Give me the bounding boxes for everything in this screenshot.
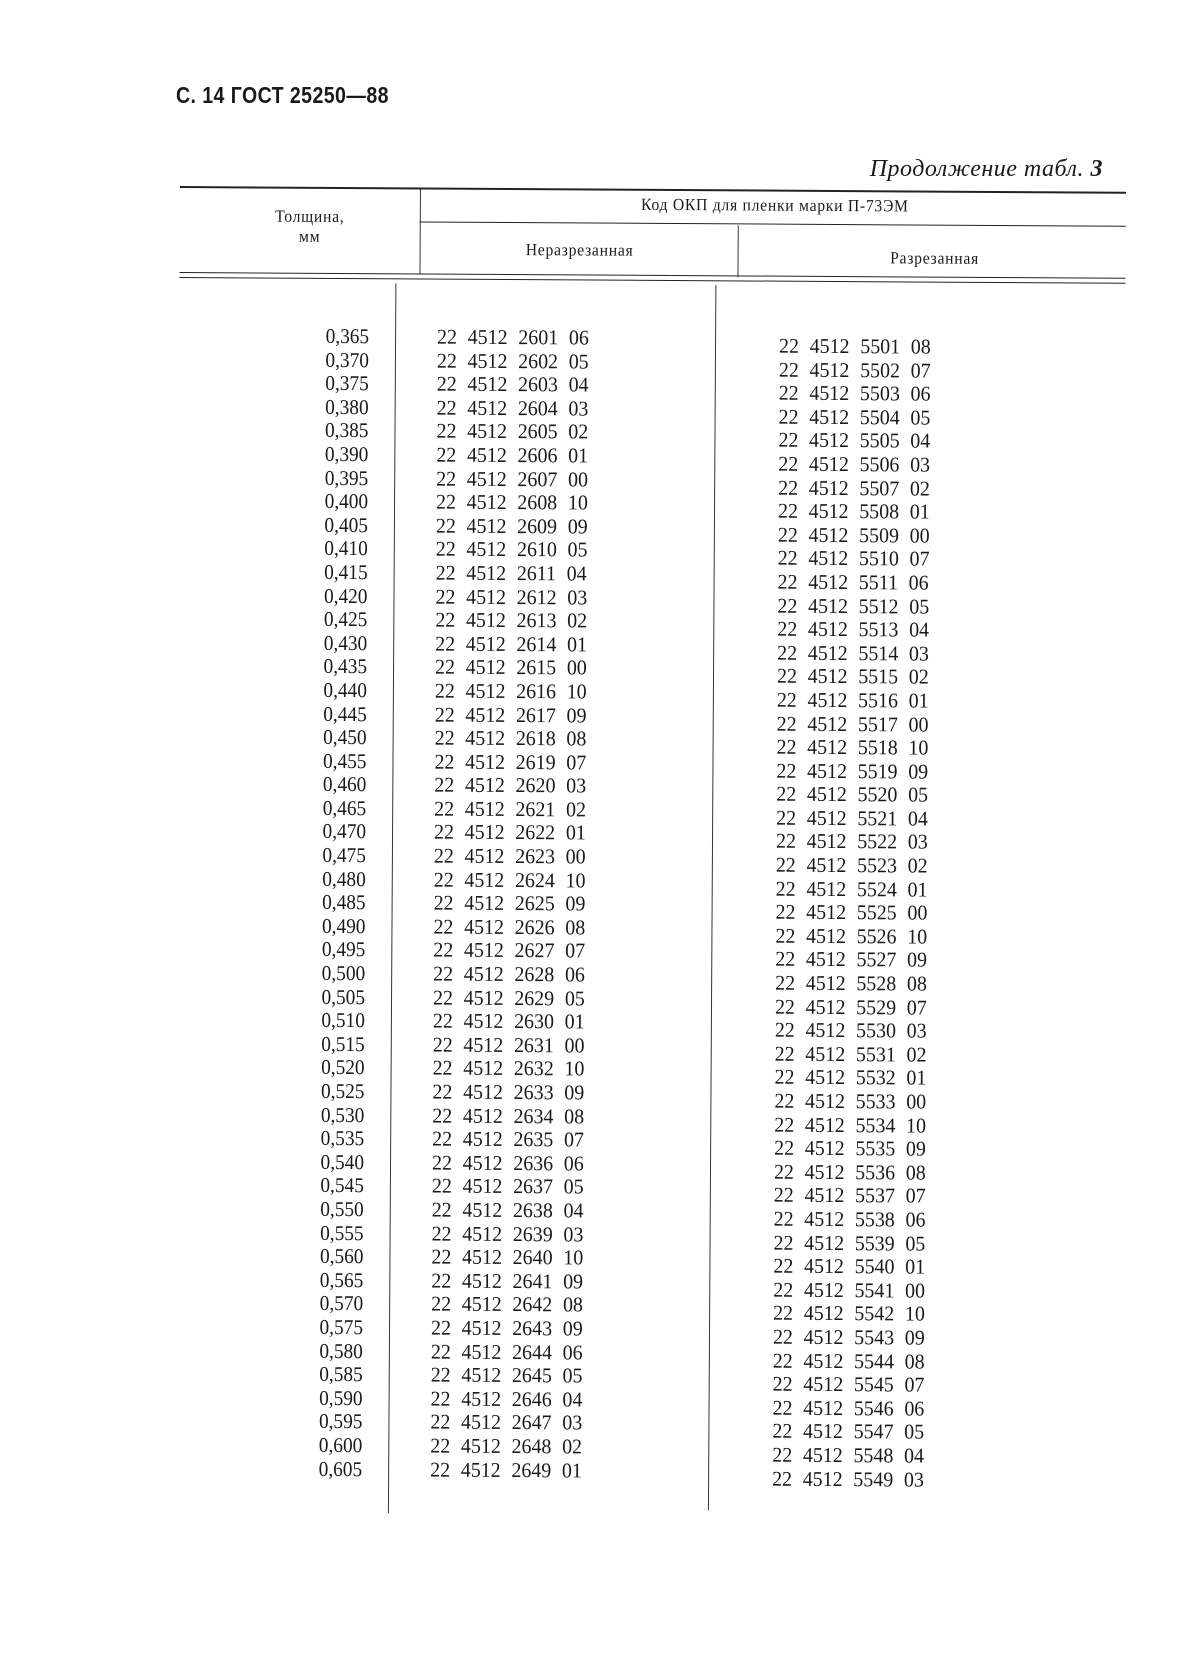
thickness-cell: 0,475 [322,842,366,868]
thickness-cell: 0,545 [320,1173,364,1198]
uncut-code-cell: 22 4512 2601 06 [437,324,589,350]
thickness-cell: 0,515 [321,1031,365,1056]
thickness-cell: 0,370 [325,347,370,372]
thickness-cell: 0,520 [321,1055,365,1080]
cut-code-cell: 22 4512 5533 00 [774,1088,927,1114]
thickness-cell: 0,480 [322,866,366,891]
page-header: С. 14 ГОСТ 25250—88 [176,82,389,108]
thickness-cell: 0,365 [325,323,370,349]
thickness-header-label: Толщина, [275,206,345,227]
cut-code-cell: 22 4512 5535 09 [774,1135,926,1161]
uncut-code-cell: 22 4512 2617 09 [434,702,587,727]
thickness-cell: 0,500 [321,960,366,986]
uncut-code-cell: 22 4512 2624 10 [433,867,586,893]
thickness-cell: 0,490 [321,913,366,938]
cut-code-cell: 22 4512 5532 01 [774,1065,927,1090]
uncut-code-cell: 22 4512 2623 00 [433,843,586,869]
thickness-cell: 0,425 [323,607,368,632]
group-header-rule [420,221,1126,226]
column-divider-1-body [388,283,397,1513]
cut-code-cell: 22 4512 5513 04 [777,616,930,642]
thickness-cell: 0,550 [320,1196,364,1222]
uncut-code-cell: 22 4512 2636 06 [431,1150,584,1176]
thickness-cell: 0,450 [323,724,367,750]
thickness-cell: 0,485 [322,890,366,915]
cut-code-cell: 22 4512 5511 06 [777,569,929,595]
okp-code-table [172,186,1126,1522]
okp-code-group-header: Код ОКП для пленки марки П-73ЭМ [640,194,909,216]
thickness-cell: 0,440 [323,677,367,703]
thickness-cell: 0,600 [318,1432,363,1458]
cut-code-cell: 22 4512 5507 02 [778,475,931,501]
thickness-cell: 0,405 [324,512,369,537]
uncut-code-cell: 22 4512 2644 06 [430,1339,583,1365]
cut-code-cell: 22 4512 5522 03 [775,829,928,855]
uncut-code-cell: 22 4512 2633 09 [432,1079,585,1105]
uncut-code-cell: 22 4512 2625 09 [433,890,586,916]
cut-header: Разрезанная [890,248,980,268]
column-divider-2-body [708,285,716,1510]
uncut-code-cell: 22 4512 2618 08 [434,725,587,751]
uncut-code-cell: 22 4512 2649 01 [430,1457,582,1482]
cut-code-cell: 22 4512 5527 09 [775,947,928,973]
thickness-cell: 0,455 [322,748,367,773]
cut-code-cell: 22 4512 5539 05 [773,1230,926,1256]
cut-code-cell: 22 4512 5502 07 [778,357,931,383]
cut-code-cell: 22 4512 5506 03 [778,451,931,477]
uncut-code-cell: 22 4512 2628 06 [433,961,586,987]
uncut-code-cell: 22 4512 2643 09 [430,1315,583,1341]
cut-code-cell: 22 4512 5534 10 [774,1112,927,1138]
cut-code-cell: 22 4512 5529 07 [774,994,927,1020]
cut-code-cell: 22 4512 5542 10 [773,1300,925,1326]
cut-code-cell: 22 4512 5540 01 [773,1253,926,1279]
cut-code-cell: 22 4512 5538 06 [773,1206,926,1232]
cut-code-cell: 22 4512 5510 07 [777,546,930,571]
cut-code-cell: 22 4512 5509 00 [777,522,930,548]
thickness-cell: 0,540 [320,1149,365,1174]
cut-code-cell: 22 4512 5547 05 [772,1418,925,1444]
uncut-code-cell: 22 4512 2635 07 [432,1126,585,1152]
thickness-cell: 0,415 [324,559,368,585]
uncut-code-cell: 22 4512 2640 10 [431,1244,584,1270]
thickness-cell: 0,530 [320,1102,365,1127]
cut-code-cell: 22 4512 5537 07 [773,1183,926,1208]
uncut-code-cell: 22 4512 2632 10 [432,1055,585,1081]
cut-code-cell: 22 4512 5505 04 [778,428,931,453]
cut-code-cell: 22 4512 5546 06 [772,1395,925,1421]
cut-code-cell: 22 4512 5501 08 [778,333,931,359]
thickness-cell: 0,420 [323,583,368,608]
thickness-cell: 0,410 [324,536,368,561]
cut-code-cell: 22 4512 5524 01 [775,876,928,902]
uncut-code-cell: 22 4512 2645 05 [430,1362,583,1388]
uncut-code-cell: 22 4512 2614 01 [435,631,588,657]
thickness-column [252,324,369,1481]
thickness-cell: 0,375 [325,371,369,396]
cut-code-cell: 22 4512 5528 08 [775,970,927,996]
thickness-cell: 0,460 [322,772,367,797]
cut-code-column [772,335,1064,1493]
uncut-code-cell: 22 4512 2613 02 [435,607,588,633]
cut-code-cell: 22 4512 5543 09 [772,1324,925,1350]
thickness-cell: 0,495 [321,937,366,962]
uncut-code-cell: 22 4512 2607 00 [436,466,589,492]
uncut-code-cell: 22 4512 2612 03 [435,584,588,610]
uncut-code-cell: 22 4512 2615 00 [434,654,587,680]
thickness-cell: 0,510 [321,1008,365,1033]
thickness-cell: 0,605 [318,1456,363,1481]
header-bottom-rule-2 [179,277,1125,284]
cut-code-cell: 22 4512 5530 03 [774,1017,927,1043]
thickness-cell: 0,435 [323,654,368,679]
column-divider-2 [737,225,738,277]
thickness-cell: 0,445 [323,701,367,726]
uncut-code-column [430,326,703,1484]
uncut-code-cell: 22 4512 2606 01 [436,442,589,468]
uncut-code-cell: 22 4512 2629 05 [432,985,585,1011]
cut-code-cell: 22 4512 5548 04 [772,1442,925,1468]
thickness-cell: 0,470 [322,819,367,844]
cut-code-cell: 22 4512 5519 09 [776,758,929,784]
uncut-code-cell: 22 4512 2647 03 [430,1409,583,1435]
thickness-cell: 0,580 [319,1338,363,1363]
cut-code-cell: 22 4512 5521 04 [776,805,928,831]
continuation-text: Продолжение табл. [869,156,1084,182]
cut-code-cell: 22 4512 5523 02 [775,852,928,878]
thickness-cell: 0,395 [324,465,369,490]
uncut-code-cell: 22 4512 2646 04 [430,1386,583,1412]
thickness-cell: 0,525 [320,1078,365,1104]
thickness-cell: 0,400 [324,489,369,514]
uncut-code-cell: 22 4512 2610 05 [435,536,588,562]
uncut-code-cell: 22 4512 2642 08 [431,1291,584,1317]
cut-code-cell: 22 4512 5520 05 [776,781,929,807]
uncut-code-cell: 22 4512 2604 03 [436,395,589,421]
thickness-cell: 0,560 [319,1244,364,1269]
uncut-code-cell: 22 4512 2639 03 [431,1221,584,1247]
thickness-cell: 0,555 [320,1220,364,1245]
uncut-code-cell: 22 4512 2622 01 [433,820,586,845]
uncut-code-cell: 22 4512 2620 03 [434,772,587,798]
thickness-cell: 0,505 [321,984,366,1009]
thickness-header [227,206,393,247]
cut-code-cell: 22 4512 5525 00 [775,899,928,925]
uncut-code-cell: 22 4512 2637 05 [431,1173,584,1199]
thickness-cell: 0,595 [318,1409,363,1434]
uncut-code-cell: 22 4512 2608 10 [436,489,588,515]
uncut-code-cell: 22 4512 2611 04 [435,560,587,586]
thickness-cell: 0,585 [319,1361,363,1387]
thickness-header-unit: мм [298,226,321,246]
uncut-code-cell: 22 4512 2641 09 [431,1268,584,1294]
uncut-code-cell: 22 4512 2648 02 [430,1433,583,1459]
uncut-header: Неразрезанная [525,240,634,260]
uncut-code-cell: 22 4512 2605 02 [436,418,589,444]
thickness-cell: 0,390 [324,441,369,467]
uncut-code-cell: 22 4512 2627 07 [433,937,586,963]
cut-code-cell: 22 4512 5536 08 [773,1159,926,1185]
table-top-rule [180,186,1126,194]
uncut-code-cell: 22 4512 2616 10 [434,678,587,704]
uncut-code-cell: 22 4512 2602 05 [436,348,589,374]
thickness-cell: 0,570 [319,1291,364,1316]
thickness-cell: 0,565 [319,1267,364,1292]
thickness-cell: 0,380 [325,394,369,419]
cut-code-cell: 22 4512 5541 00 [773,1277,926,1303]
uncut-code-cell: 22 4512 2630 01 [432,1008,585,1034]
cut-code-cell: 22 4512 5504 05 [778,404,931,430]
cut-code-cell: 22 4512 5516 01 [776,687,929,713]
uncut-code-cell: 22 4512 2619 07 [434,749,587,775]
thickness-cell: 0,535 [320,1126,365,1151]
thickness-cell: 0,465 [322,795,367,821]
uncut-code-cell: 22 4512 2634 08 [432,1103,585,1129]
cut-code-cell: 22 4512 5514 03 [777,640,929,666]
uncut-code-cell: 22 4512 2603 04 [436,371,589,397]
thickness-cell: 0,385 [324,418,369,443]
thickness-cell: 0,430 [323,630,368,655]
uncut-code-cell: 22 4512 2609 09 [435,513,588,539]
table-number: 3 [1090,156,1103,182]
cut-code-cell: 22 4512 5512 05 [777,593,930,619]
thickness-cell: 0,590 [319,1385,363,1410]
cut-code-cell: 22 4512 5526 10 [775,923,928,949]
cut-code-cell: 22 4512 5545 07 [772,1371,925,1397]
table-continuation-label [870,156,1103,183]
cut-code-cell: 22 4512 5503 06 [778,380,931,406]
cut-code-cell: 22 4512 5549 03 [772,1466,924,1492]
uncut-code-cell: 22 4512 2626 08 [433,914,586,940]
cut-code-cell: 22 4512 5517 00 [776,711,929,737]
cut-code-cell: 22 4512 5544 08 [772,1348,925,1374]
uncut-code-cell: 22 4512 2631 00 [432,1032,585,1058]
cut-code-cell: 22 4512 5531 02 [774,1041,927,1067]
thickness-cell: 0,575 [319,1314,364,1340]
uncut-code-cell: 22 4512 2621 02 [434,796,587,822]
column-divider-1 [419,189,421,273]
cut-code-cell: 22 4512 5515 02 [776,663,929,689]
cut-code-cell: 22 4512 5508 01 [777,498,930,524]
cut-code-cell: 22 4512 5518 10 [776,734,929,760]
uncut-code-cell: 22 4512 2638 04 [431,1197,584,1223]
